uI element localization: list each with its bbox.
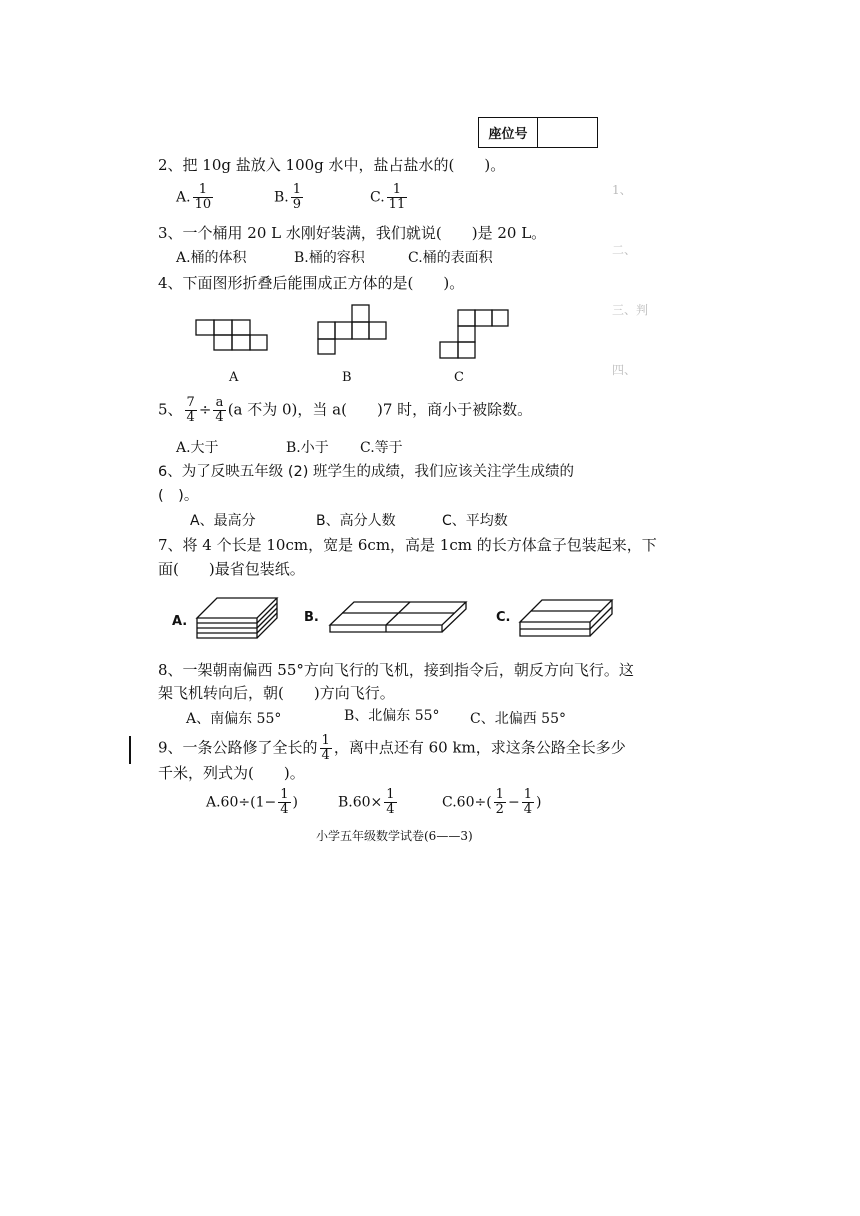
seat-number-label: 座位号 xyxy=(479,118,538,147)
fraction: $\frac{1}{4}$ xyxy=(280,787,289,817)
question-5-option-b[interactable]: B.小于 xyxy=(286,440,329,456)
question-3-option-c[interactable]: C.桶的表面积 xyxy=(408,250,493,266)
fraction-a-4: $\frac{a}{4}$ xyxy=(215,395,224,425)
question-9-option-a[interactable]: A.60÷(1− $\frac{1}{4}$ ) xyxy=(206,787,298,817)
question-8-option-b[interactable]: B、北偏东 55° xyxy=(344,708,440,724)
question-9-line-1: 9、一条公路修了全长的 $\frac{1}{4}$ ，离中点还有 60 km，求这条公路全长多少 xyxy=(158,733,626,763)
question-5-option-a[interactable]: A.大于 xyxy=(176,440,219,456)
question-5: 5、 $\frac{7}{4}$ ÷ $\frac{a}{4}$ (a 不为 0)，当 a( )7 时，商小于被除数。 xyxy=(158,395,533,425)
fraction: $\frac{1}{4}$ xyxy=(386,787,395,817)
seat-number-box xyxy=(478,117,598,148)
question-9-option-c[interactable]: C.60÷( $\frac{1}{2}$ − $\frac{1}{4}$ ) xyxy=(442,787,542,817)
question-7-line-1: 7、将 4 个长是 10cm，宽是 6cm，高是 1cm 的长方体盒子包装起来，下 xyxy=(158,536,657,554)
fraction-1-4: $\frac{1}{4}$ xyxy=(321,733,330,763)
cube-net-a[interactable] xyxy=(196,318,268,358)
question-4: 4、下面图形折叠后能围成正方体的是( )。 xyxy=(158,274,465,292)
figure-label-b: B xyxy=(342,370,352,385)
question-7-line-2: 面( )最省包装纸。 xyxy=(158,560,305,578)
question-9-line-2: 千米，列式为( )。 xyxy=(158,764,305,782)
question-3-option-b[interactable]: B.桶的容积 xyxy=(294,250,365,266)
bleed-through-text: 1、 二、 三、判 四、 xyxy=(612,183,649,377)
question-5-option-c[interactable]: C.等于 xyxy=(360,440,403,456)
fraction: $\frac{1}{10}$ xyxy=(194,182,212,212)
question-6-line-2: ( )。 xyxy=(158,488,199,504)
package-label-a: A. xyxy=(172,614,188,629)
fraction: $\frac{1}{2}$ xyxy=(495,787,504,817)
question-2-option-c[interactable]: C. $\frac{1}{11}$ xyxy=(370,182,406,212)
question-6-option-c[interactable]: C、平均数 xyxy=(442,513,508,529)
fraction: $\frac{1}{11}$ xyxy=(388,182,406,212)
fraction: $\frac{1}{4}$ xyxy=(523,787,532,817)
question-8-option-c[interactable]: C、北偏西 55° xyxy=(470,711,566,727)
package-stack-a[interactable] xyxy=(195,596,280,642)
cube-net-c[interactable] xyxy=(440,308,510,360)
question-6-line-1: 6、为了反映五年级 (2) 班学生的成绩，我们应该关注学生成绩的 xyxy=(158,464,574,480)
package-label-c: C. xyxy=(496,610,511,625)
figure-label-a: A xyxy=(229,370,239,385)
question-9-option-b[interactable]: B.60× $\frac{1}{4}$ xyxy=(338,787,395,817)
question-6-option-b[interactable]: B、高分人数 xyxy=(316,513,396,529)
question-3-option-a[interactable]: A.桶的体积 xyxy=(176,250,247,266)
fraction-7-4: $\frac{7}{4}$ xyxy=(186,395,195,425)
scan-edge-mark xyxy=(129,736,131,764)
question-2-option-a[interactable]: A. $\frac{1}{10}$ xyxy=(176,182,212,212)
question-8-option-a[interactable]: A、南偏东 55° xyxy=(186,711,282,727)
question-3: 3、一个桶用 20 L 水刚好装满，我们就说( )是 20 L。 xyxy=(158,224,547,242)
package-flat-b[interactable] xyxy=(328,600,468,636)
question-2-option-b[interactable]: B. $\frac{1}{9}$ xyxy=(274,182,302,212)
question-8-line-1: 8、一架朝南偏西 55°方向飞行的飞机，接到指令后，朝反方向飞行。这 xyxy=(158,661,634,679)
fraction: $\frac{1}{9}$ xyxy=(292,182,302,212)
package-two-layer-c[interactable] xyxy=(518,598,614,640)
question-2: 2、把 10g 盐放入 100g 水中，盐占盐水的( )。 xyxy=(158,156,506,174)
package-label-b: B. xyxy=(304,610,319,625)
cube-net-b[interactable] xyxy=(318,304,390,354)
question-8-line-2: 架飞机转向后，朝( )方向飞行。 xyxy=(158,684,395,702)
seat-number-field[interactable] xyxy=(538,118,597,147)
page-footer: 小学五年级数学试卷(6——3) xyxy=(316,829,473,843)
question-6-option-a[interactable]: A、最高分 xyxy=(190,513,256,529)
figure-label-c: C xyxy=(454,370,464,385)
